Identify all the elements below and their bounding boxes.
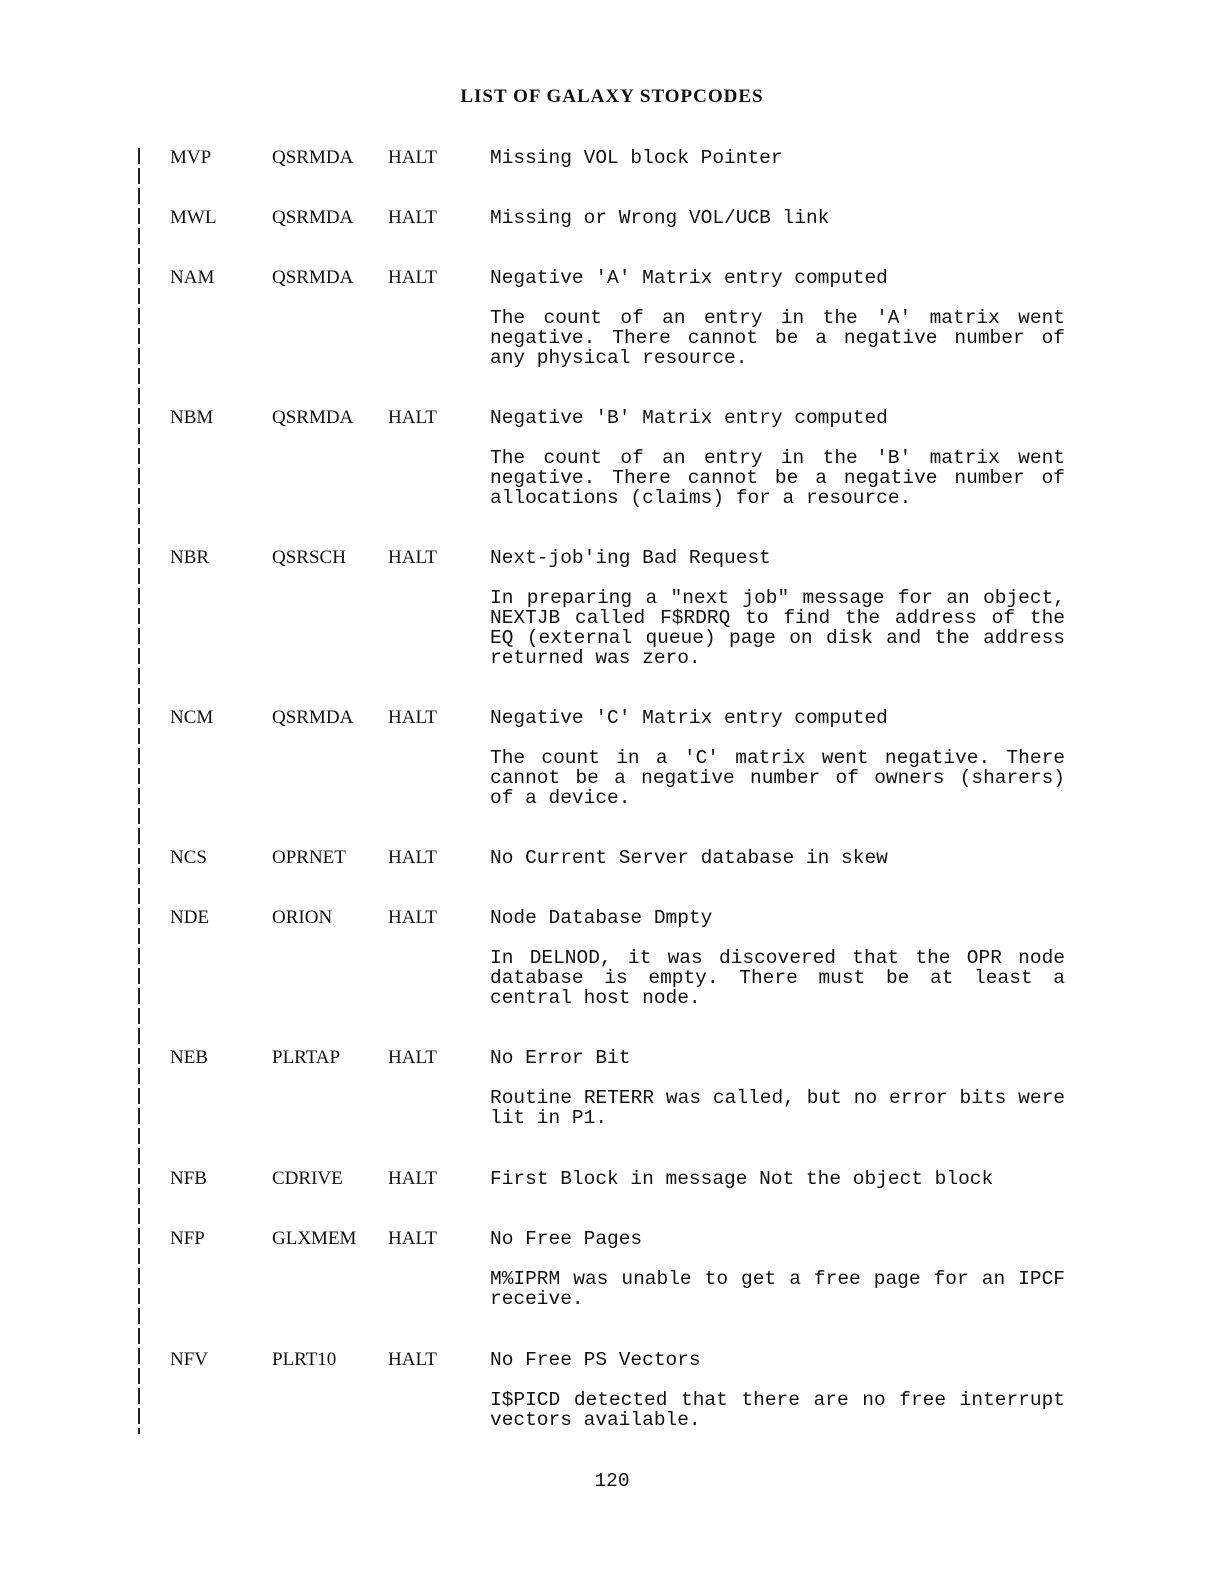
- stopcode: NBR: [170, 547, 210, 568]
- module-name: QSRMDA: [272, 147, 354, 168]
- action: HALT: [388, 147, 437, 168]
- stopcode-message: Negative 'A' Matrix entry computed: [490, 267, 888, 289]
- module-name: QSRSCH: [272, 547, 346, 568]
- module-name: QSRMDA: [272, 707, 354, 728]
- action: HALT: [388, 267, 437, 288]
- action: HALT: [388, 1228, 437, 1249]
- stopcode-message: Node Database Dmpty: [490, 907, 713, 929]
- module-name: ORION: [272, 907, 333, 928]
- stopcode: NFB: [170, 1168, 207, 1189]
- action: HALT: [388, 707, 437, 728]
- stopcode-message: Negative 'B' Matrix entry computed: [490, 407, 888, 429]
- stopcode: MWL: [170, 207, 217, 228]
- stopcode: NBM: [170, 407, 214, 428]
- action: HALT: [388, 407, 437, 428]
- module-name: CDRIVE: [272, 1168, 343, 1189]
- stopcode: NCM: [170, 707, 214, 728]
- stopcode-description: I$PICD detected that there are no free interrupt vectors available.: [490, 1389, 1065, 1431]
- stopcode-description: The count of an entry in the 'A' matrix went negative. There cannot be a negative number of any physical resource.: [490, 307, 1065, 369]
- action: HALT: [388, 1047, 437, 1068]
- action: HALT: [388, 1168, 437, 1189]
- module-name: OPRNET: [272, 847, 346, 868]
- action: HALT: [388, 1349, 437, 1370]
- action: HALT: [388, 847, 437, 868]
- module-name: QSRMDA: [272, 267, 354, 288]
- stopcode-message: First Block in message Not the object block: [490, 1168, 994, 1190]
- page-number: 120: [594, 1470, 630, 1492]
- stopcode-description: In preparing a "next job" message for an object, NEXTJB called F$RDRQ to find the address of the EQ (external queue) page on disk and the address returned was zero.: [490, 587, 1065, 669]
- action: HALT: [388, 547, 437, 568]
- stopcode: MVP: [170, 147, 212, 168]
- module-name: PLRT10: [272, 1349, 337, 1370]
- module-name: PLRTAP: [272, 1047, 341, 1068]
- stopcode-description: The count of an entry in the 'B' matrix went negative. There cannot be a negative number of allocations (claims) for a resource.: [490, 447, 1065, 509]
- stopcode-message: No Free Pages: [490, 1228, 643, 1250]
- stopcode-description: M%IPRM was unable to get a free page for an IPCF receive.: [490, 1268, 1065, 1310]
- action: HALT: [388, 907, 437, 928]
- stopcode-description: The count in a 'C' matrix went negative. There cannot be a negative number of owners (sharers) of a device.: [490, 747, 1065, 809]
- stopcode: NFV: [170, 1349, 209, 1370]
- stopcode: NAM: [170, 267, 215, 288]
- page-title: LIST OF GALAXY STOPCODES: [460, 86, 764, 107]
- stopcode-message: Next-job'ing Bad Request: [490, 547, 771, 569]
- stopcode: NEB: [170, 1047, 208, 1068]
- stopcode-description: In DELNOD, it was discovered that the OPR node database is empty. There must be at least a central host node.: [490, 947, 1065, 1009]
- module-name: QSRMDA: [272, 207, 354, 228]
- stopcode-message: Missing VOL block Pointer: [490, 147, 783, 169]
- action: HALT: [388, 207, 437, 228]
- stopcode-description: Routine RETERR was called, but no error bits were lit in P1.: [490, 1087, 1065, 1129]
- change-bar: [138, 148, 140, 1434]
- stopcode-message: No Current Server database in skew: [490, 847, 888, 869]
- module-name: GLXMEM: [272, 1228, 357, 1249]
- stopcode-message: No Free PS Vectors: [490, 1349, 701, 1371]
- stopcode: NFP: [170, 1228, 205, 1249]
- stopcode: NDE: [170, 907, 210, 928]
- stopcode-message: Missing or Wrong VOL/UCB link: [490, 207, 830, 229]
- stopcode: NCS: [170, 847, 207, 868]
- module-name: QSRMDA: [272, 407, 354, 428]
- stopcode-message: Negative 'C' Matrix entry computed: [490, 707, 888, 729]
- stopcode-message: No Error Bit: [490, 1047, 631, 1069]
